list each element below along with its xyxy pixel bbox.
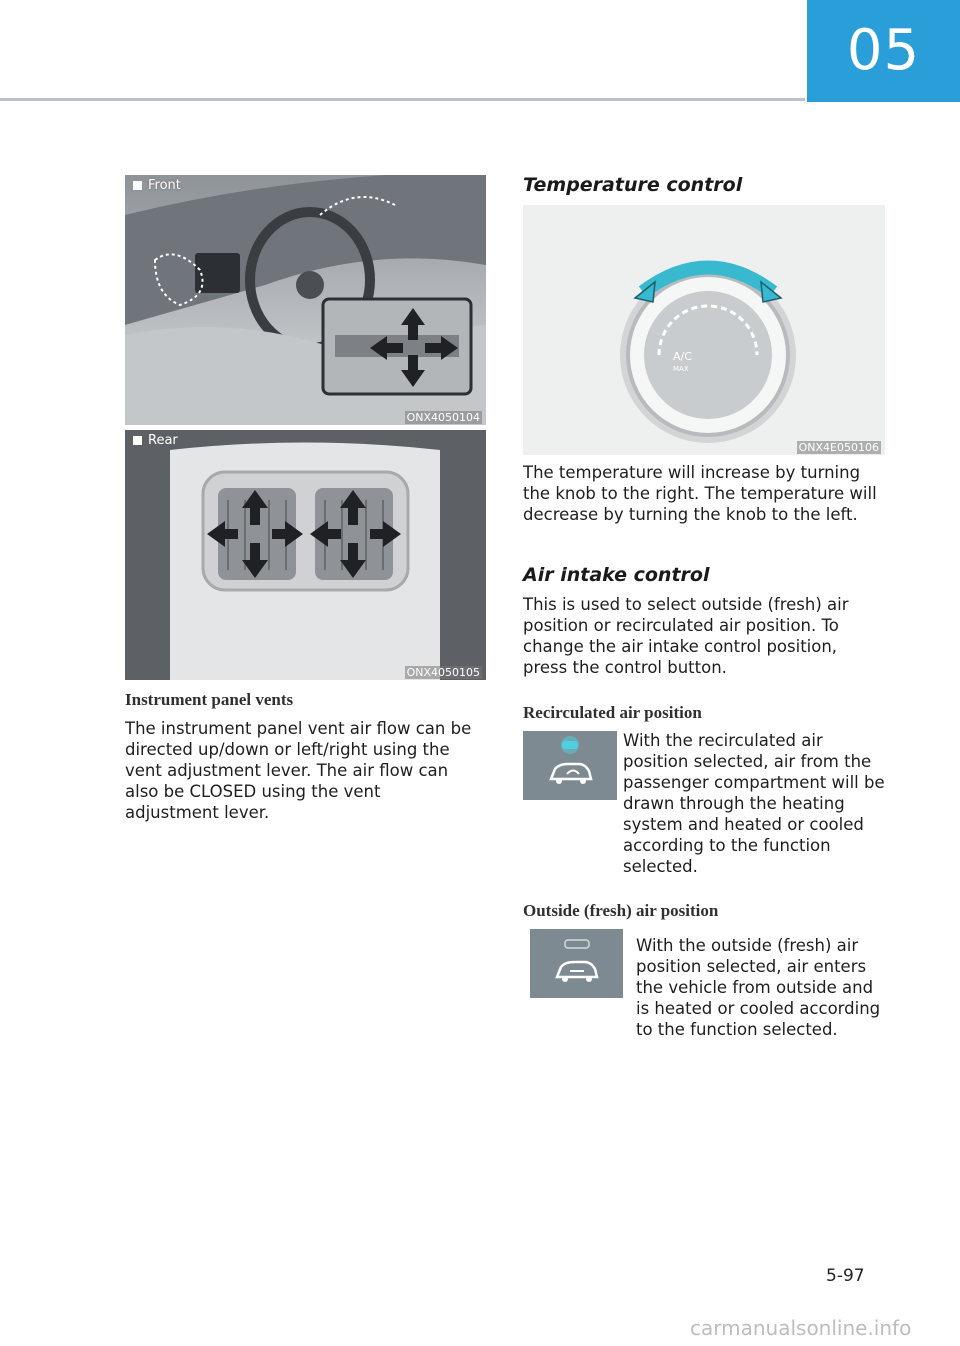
rear-vents-figure (125, 430, 486, 680)
rear-label (133, 433, 178, 448)
air-intake-control-heading: Air intake control (523, 564, 710, 586)
watermark: carmanualsonline.info (690, 1316, 912, 1340)
temperature-figure-code: ONX4E050106 (798, 441, 879, 454)
recirculated-air-text: With the recirculated air position selected, air from the passenger compartment will be drawn through the heating system and heated or cooled according to the function selected. (623, 731, 885, 876)
temperature-control-heading: Temperature control (523, 174, 743, 196)
recirculated-air-heading: Recirculated air position (523, 703, 702, 722)
knob-ac-text: A/C (673, 350, 692, 363)
outside-air-car-icon (530, 929, 623, 998)
instrument-panel-vents-heading: Instrument panel vents (125, 690, 294, 709)
outside-air-heading: Outside (fresh) air position (523, 901, 719, 920)
rear-label-text: Rear (148, 433, 178, 448)
recirculation-car-icon (523, 731, 617, 800)
temperature-knob-figure (523, 205, 885, 455)
air-intake-control-text: This is used to select outside (fresh) air position or recirculated air position. To change the air intake control position, press the control button. (523, 595, 849, 677)
outside-air-button-icon (530, 929, 623, 998)
rear-console-illustration (125, 430, 486, 680)
instrument-panel-vents-text: The instrument panel vent air flow can be directed up/down or left/right using the vent adjustment lever. The air flow can also be CLOSED using the vent adjustment lever. (125, 719, 472, 822)
knob-max-text: MAX (673, 365, 689, 373)
bullet-square-icon (133, 436, 142, 445)
temperature-knob-illustration (523, 205, 885, 455)
front-label-text: Front (148, 178, 181, 193)
page-number: 5-97 (826, 1266, 865, 1286)
temperature-control-text: The temperature will increase by turning the knob to the right. The temperature will decrease by turning the knob to the left. (523, 463, 877, 524)
front-vents-figure (125, 175, 486, 425)
front-dashboard-illustration (125, 175, 486, 425)
chapter-tab: 05 (807, 0, 960, 102)
front-label (133, 178, 181, 193)
recirculated-air-button-icon (523, 731, 617, 800)
front-figure-code: ONX4050104 (406, 411, 480, 424)
header-rule (0, 98, 805, 101)
bullet-square-icon (133, 181, 142, 190)
rear-figure-code: ONX4050105 (406, 666, 480, 679)
outside-air-text: With the outside (fresh) air position selected, air enters the vehicle from outside and is heated or cooled according to the function selected. (636, 936, 881, 1039)
